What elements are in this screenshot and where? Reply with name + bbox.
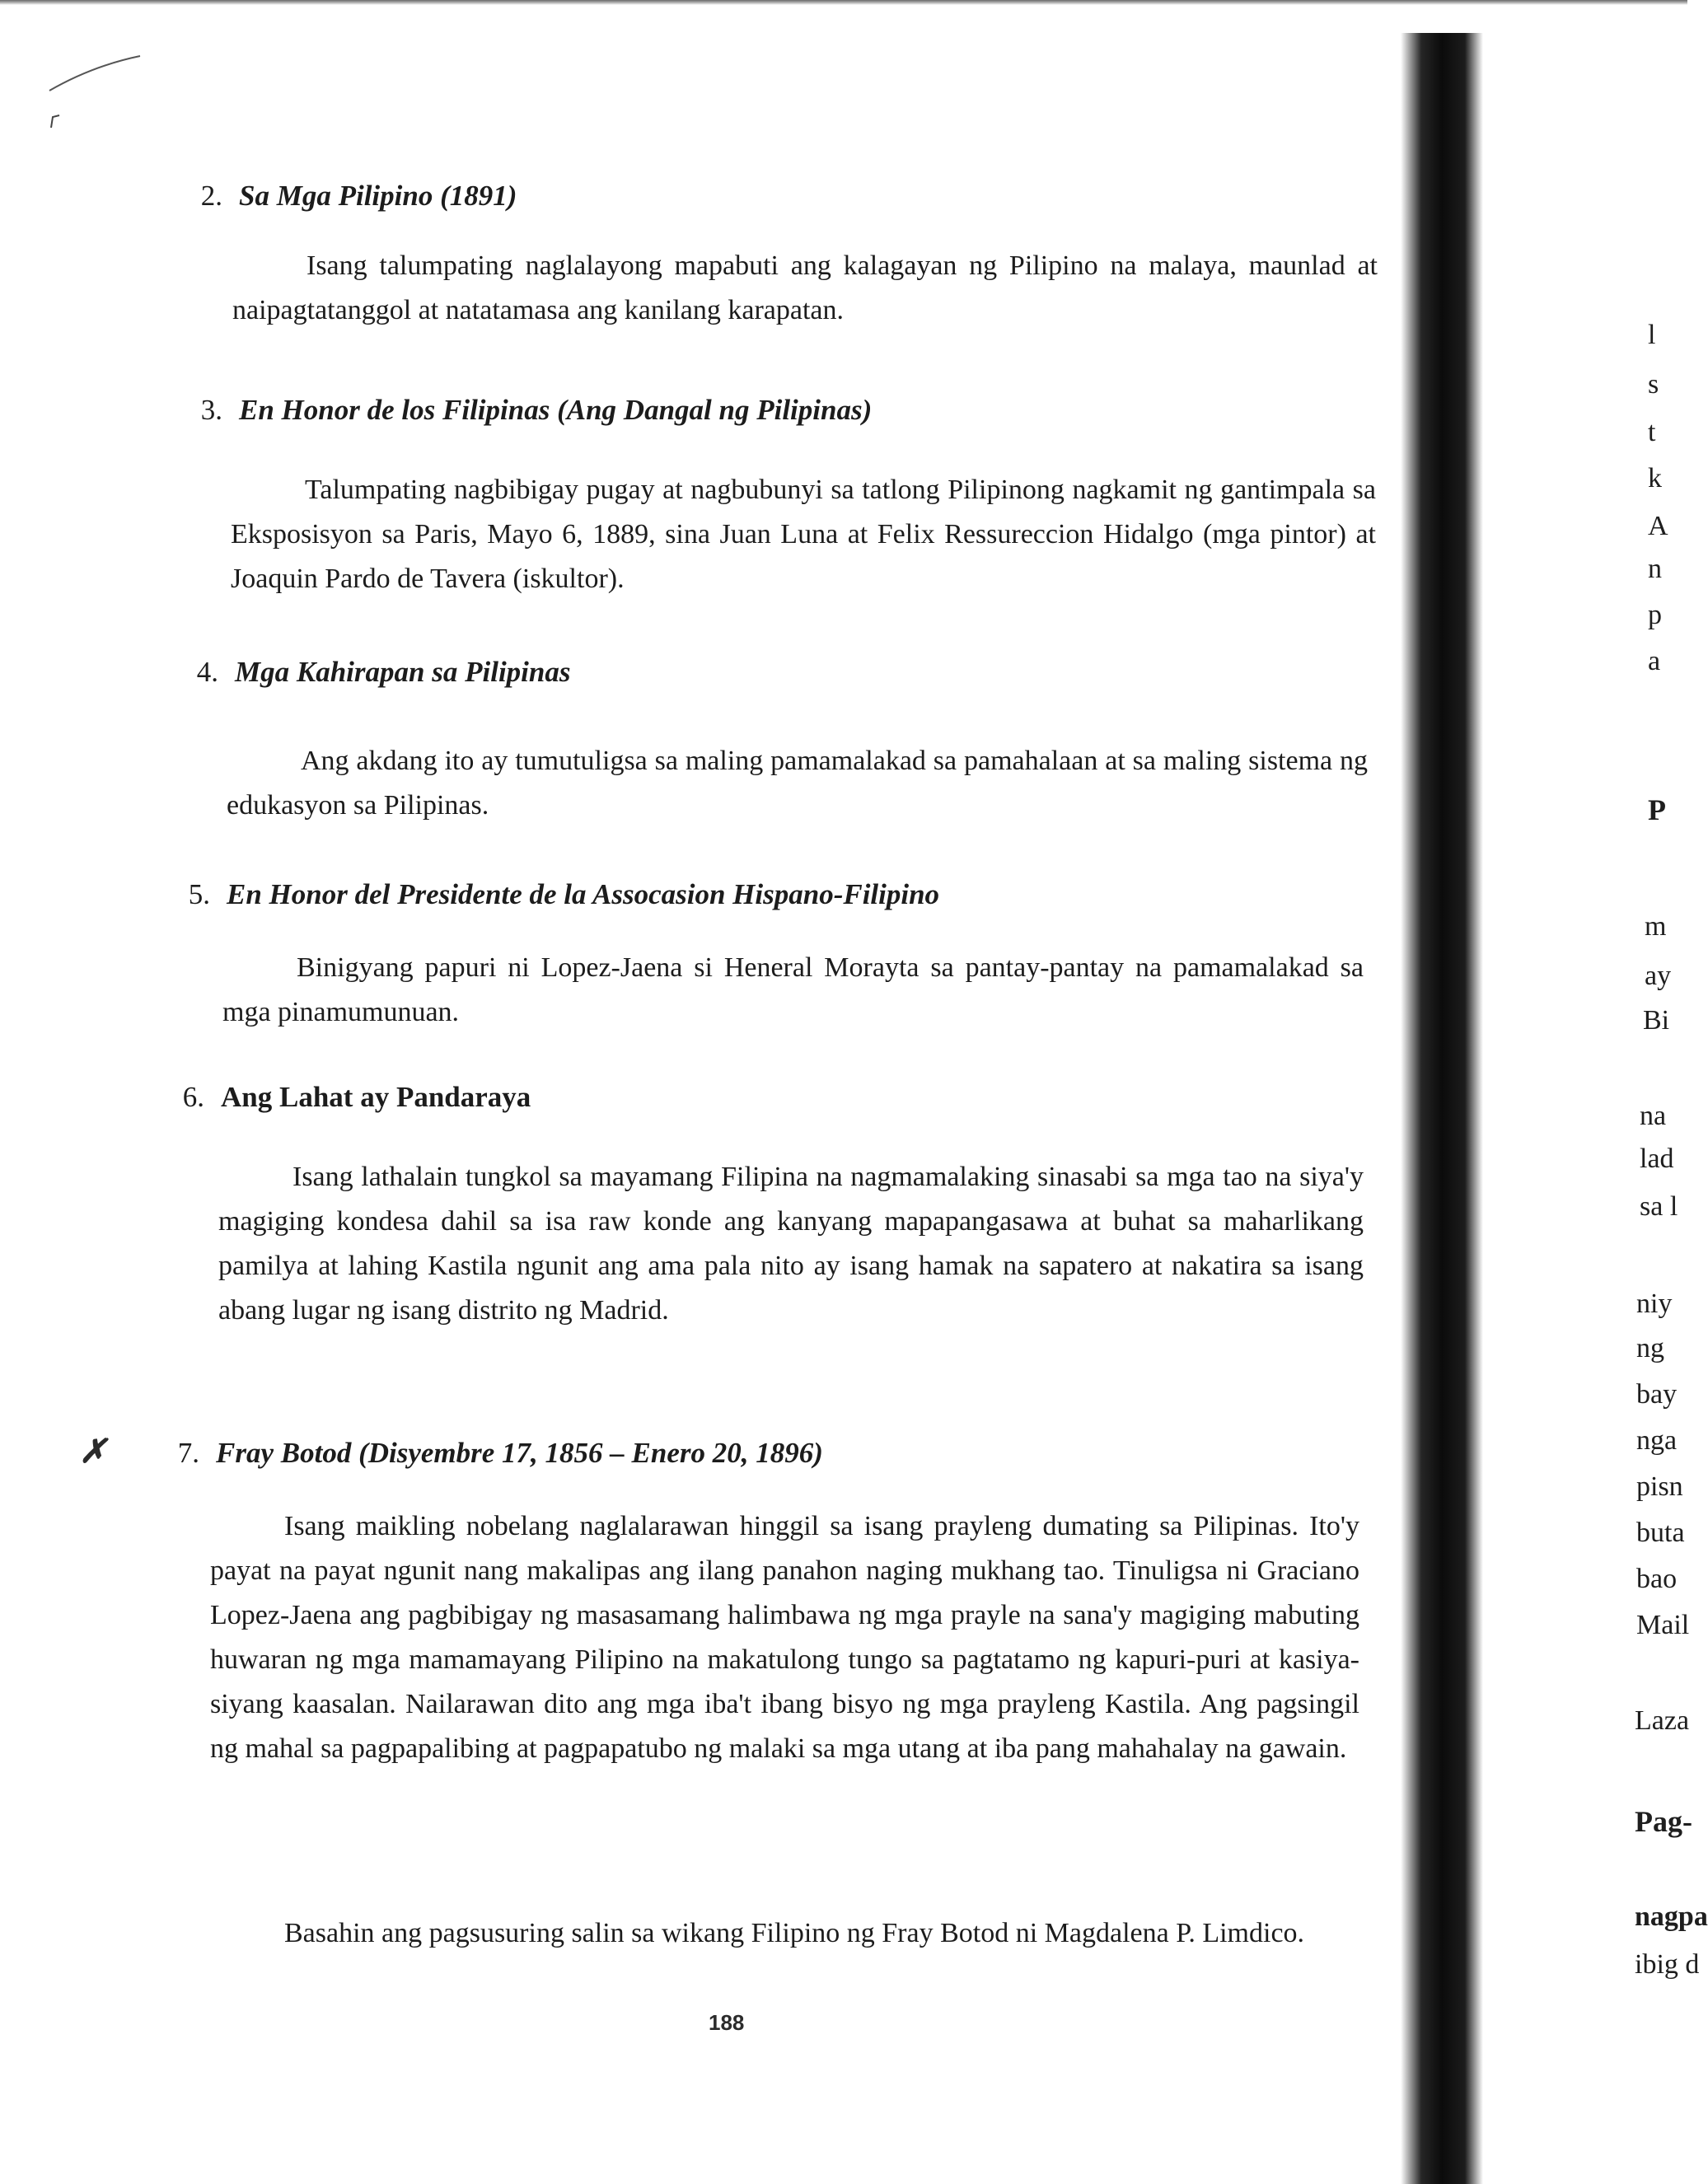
page-number: 188 (709, 2010, 745, 2035)
entry-heading-4 (196, 656, 571, 689)
fragment-text: niy (1636, 1288, 1673, 1319)
entry-number: 4. (196, 656, 218, 688)
entry-paragraph: Binigyang papuri ni Lopez-Jaena si Heneral Morayta sa pantay-pantay na pamamalakad sa mga pinamumunuan. (222, 952, 1364, 1027)
entry-heading-6 (182, 1081, 531, 1114)
fragment-text: bao (1636, 1564, 1678, 1594)
entry-paragraph: Talumpating nagbibigay pugay at nagbubunyi sa tatlong Pilipinong nagkamit ng gantimpala sa Eksposisyon sa Paris, Mayo 6, 1889, sina Juan Luna at Felix Ressureccion Hidalgo (mga pintor) at Joaquin Pardo de Tavera (iskultor). (231, 475, 1376, 594)
entry-paragraph: Isang maikling nobelang naglalarawan hinggil sa isang prayleng dumating sa Pilipinas. Ito'y payat na payat ngunit nang makalipas ang ilang panahon naging mukhang tao. Tinuligsa ni Graciano Lopez-Jaena ang pagbibigay ng masasamang halimbawa ng mga prayle na sana'y magiging mabuting huwaran ng mga mamamayang Pilipino na makatulong tungo sa pagtatamo ng kapuri-puri at kasiya-siyang kaasalan. Nailarawan dito ang mga iba't ibang bisyo ng mga prayleng Kastila. Ang pagsingil ng mahal sa pagpapalibing at pagpapatubo ng malaki sa mga utang at iba pang mahahalay na gawain. (210, 1511, 1359, 1764)
fragment-text: nagpa (1635, 1901, 1708, 1932)
fragment-text: pisn (1636, 1471, 1683, 1502)
fragment-text: Pag- (1635, 1805, 1692, 1838)
pencil-mark-icon: ✗ (79, 1433, 107, 1470)
entry-number: 6. (182, 1081, 204, 1113)
entry-number: 3. (200, 394, 222, 426)
entry-paragraph: Basahin ang pagsusuring salin sa wikang Filipino ng Fray Botod ni Magdalena P. Limdico. (284, 1918, 1305, 1948)
entry-title: Ang Lahat ay Pandaraya (221, 1081, 531, 1113)
fragment-text: ay (1645, 961, 1672, 991)
fragment-text: Mail (1636, 1610, 1690, 1640)
fragment-text: ibig d (1635, 1949, 1700, 1980)
entry-paragraph: Isang lathalain tungkol sa mayamang Filipina na nagmamalaking sinasabi sa mga tao na siya'y magiging kondesa dahil sa isa raw konde ang kanyang mapapangasawa at buhat sa maharlikang pamilya at lahing Kastila ngunit ang ama pala nito ay isang hamak na sapatero at nakatira sa isang abang lugar ng isang distrito ng Madrid. (218, 1162, 1364, 1326)
entry-number: 5. (188, 878, 210, 910)
fragment-text: k (1648, 463, 1662, 493)
entry-heading-7 (177, 1437, 823, 1470)
entry-heading-2 (200, 180, 517, 213)
entry-paragraph: Isang talumpating naglalayong mapabuti ang kalagayan ng Pilipino na malaya, maunlad at naipagtatanggol at natatamasa ang kanilang karapatan. (232, 250, 1378, 325)
entry-paragraph: Ang akdang ito ay tumutuligsa sa maling pamamalakad sa pamahalaan at sa maling sistema ng edukasyon sa Pilipinas. (227, 746, 1368, 821)
entry-heading-5 (188, 878, 940, 911)
fragment-text: bay (1636, 1379, 1678, 1410)
fragment-text: na (1640, 1101, 1667, 1131)
fragment-text: A (1648, 511, 1668, 541)
fragment-text: p (1648, 600, 1662, 630)
entry-number: 7. (177, 1437, 199, 1469)
adjacent-page-fragment (1483, 0, 1708, 2184)
fragment-text: l (1648, 320, 1656, 350)
entry-heading-3 (200, 394, 873, 427)
fragment-text: sa l (1640, 1191, 1678, 1222)
fragment-text: m (1645, 911, 1667, 942)
fragment-text: buta (1636, 1518, 1685, 1548)
fragment-text: s (1648, 369, 1659, 400)
fragment-text: Laza (1635, 1705, 1690, 1736)
entry-number: 2. (200, 180, 222, 212)
entry-title: Sa Mga Pilipino (1891) (239, 180, 517, 212)
entry-title: En Honor de los Filipinas (Ang Dangal ng Pilipinas) (239, 394, 873, 426)
binding-shadow (1401, 33, 1483, 2184)
fragment-text: Bi (1643, 1005, 1670, 1036)
fragment-text: lad (1640, 1143, 1674, 1174)
entry-title: En Honor del Presidente de la Assocasion Hispano-Filipino (227, 878, 940, 910)
fragment-text: P (1648, 793, 1666, 826)
fragment-text: t (1648, 417, 1656, 447)
fragment-text: n (1648, 554, 1662, 584)
fragment-text: ng (1636, 1333, 1664, 1363)
fragment-text: nga (1636, 1425, 1678, 1456)
entry-title: Mga Kahirapan sa Pilipinas (235, 656, 571, 688)
entry-title: Fray Botod (Disyembre 17, 1856 – Enero 20, 1896) (216, 1437, 823, 1469)
fragment-text: a (1648, 646, 1661, 676)
